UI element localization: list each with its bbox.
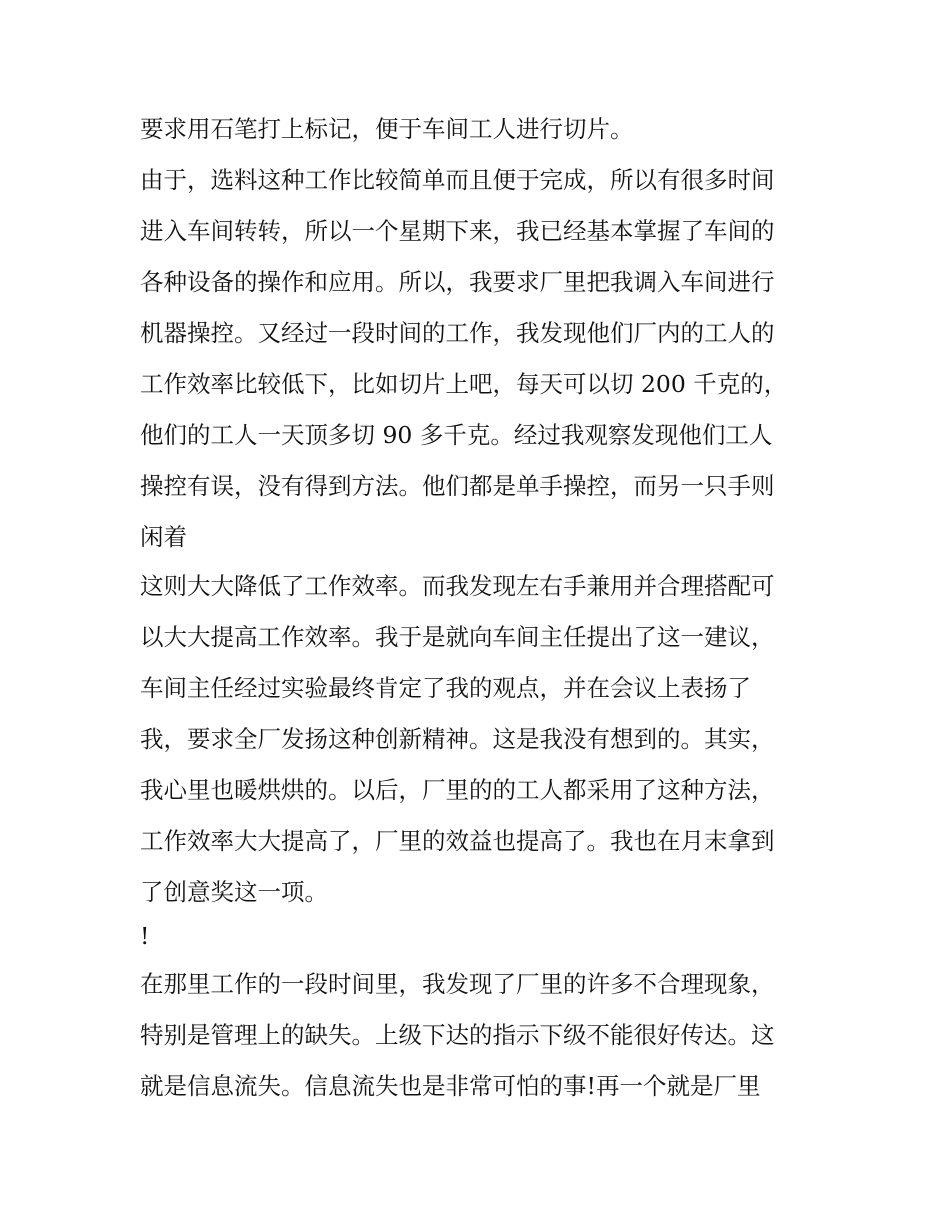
text-line: 我心里也暖烘烘的。以后，厂里的的工人都采用了这种方法， — [140, 776, 775, 804]
text-line: 工作效率比较低下，比如切片上吧，每天可以切 200 千克的， — [140, 370, 788, 398]
text-line: 就是信息流失。信息流失也是非常可怕的事!再一个就是厂里 — [140, 1072, 761, 1100]
text-line: 操控有误，没有得到方法。他们都是单手操控，而另一只手则 — [140, 472, 775, 500]
text-line: 以大大提高工作效率。我于是就向车间主任提出了这一建议， — [140, 623, 775, 651]
text-line: ! — [140, 922, 150, 950]
text-line: 工作效率大大提高了，厂里的效益也提高了。我也在月末拿到 — [140, 827, 775, 855]
text-line: 了创意奖这一项。 — [140, 878, 328, 906]
text-line: 我，要求全厂发扬这种创新精神。这是我没有想到的。其实， — [140, 725, 775, 753]
text-line: 车间主任经过实验最终肯定了我的观点，并在会议上表扬了 — [140, 674, 751, 702]
text-line: 要求用石笔打上标记，便于车间工人进行切片。 — [140, 115, 634, 143]
text-line: 这则大大降低了工作效率。而我发现左右手兼用并合理搭配可 — [140, 572, 775, 600]
text-line: 进入车间转转，所以一个星期下来，我已经基本掌握了车间的 — [140, 217, 775, 245]
text-line: 各种设备的操作和应用。所以，我要求厂里把我调入车间进行 — [140, 268, 775, 296]
text-line: 他们的工人一天顶多切 90 多千克。经过我观察发现他们工人 — [140, 421, 773, 449]
text-line: 由于，选料这种工作比较简单而且便于完成，所以有很多时间 — [140, 166, 775, 194]
text-line: 机器操控。又经过一段时间的工作，我发现他们厂内的工人的 — [140, 319, 775, 347]
text-line: 特别是管理上的缺失。上级下达的指示下级不能很好传达。这 — [140, 1021, 775, 1049]
text-line: 在那里工作的一段时间里，我发现了厂里的许多不合理现象， — [140, 970, 775, 998]
text-line: 闲着 — [140, 523, 187, 551]
